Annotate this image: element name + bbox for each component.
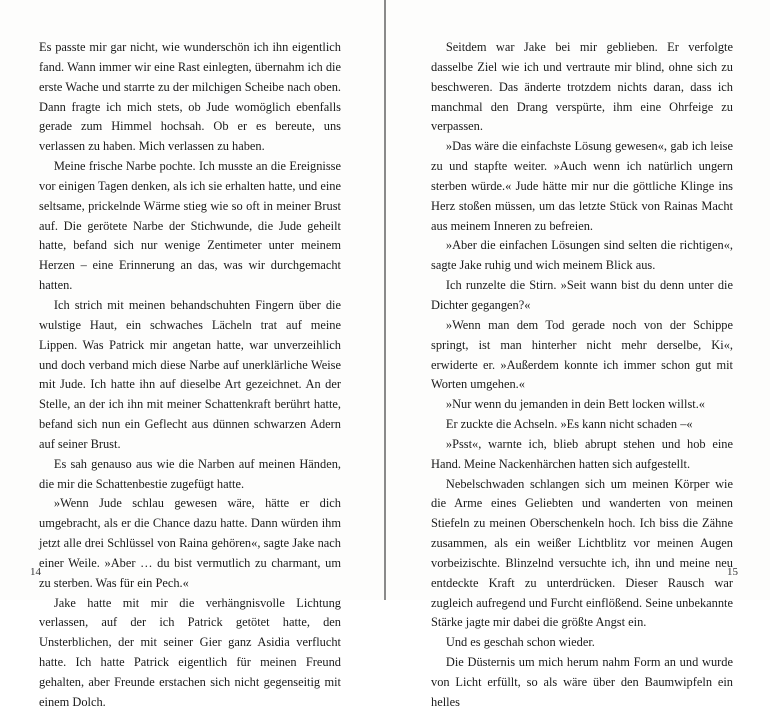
right-page	[386, 0, 770, 709]
paragraph: Jake hatte mit mir die verhängnisvolle Lichtung verlassen, auf der ich Patrick getötet hatte, den Unsterblichen, der mit seiner Gier ganz Asidia verflucht hatte. Ich hatte Patrick eigentlich für meinen Freund gehalten, aber Freunde erstachen sich nicht gegenseitig mit einem Dolch.	[39, 595, 341, 709]
paragraph: »Aber die einfachen Lösungen sind selten die richtigen«, sagte Jake ruhig und wich meinem Blick aus.	[431, 238, 733, 273]
paragraph: »Nur wenn du jemanden in dein Bett locken willst.«	[445, 397, 705, 412]
paragraph: Ich strich mit meinen behandschuhten Fingern über die wulstige Haut, ein schwaches Lächeln trat auf meine Lippen. Was Patrick mir angetan hatte, war unverzeihlich und doch verband mich diese Narbe auf unerklärliche Weise mit Jude. Ich hatte ihn auf dieselbe Art gezeichnet. An der Stelle, an der ich ihn mit meiner Schattenkraft berührt hatte, befand sich nun ein Geflecht aus dünnen schwarzen Adern auf seiner Brust.	[39, 297, 341, 451]
paragraph: Er zuckte die Achseln. »Es kann nicht schaden –«	[445, 417, 693, 432]
right-page-text	[431, 38, 733, 713]
page-number-right: 15	[727, 566, 738, 578]
left-page-text	[39, 38, 341, 713]
paragraph: Es passte mir gar nicht, wie wunderschön ich ihn eigentlich fand. Wann immer wir eine Rast einlegten, übernahm ich die erste Wache und starrte zu der milchigen Scheibe nach oben. Dann fragte ich mich stets, ob Jude womöglich ebenfalls gerade zum Himmel hochsah. Ob er es bereute, uns verlassen zu haben. Mich verlassen zu haben.	[39, 40, 341, 154]
paragraph: Ich runzelte die Stirn. »Seit wann bist du denn unter die Dichter gegangen?«	[431, 278, 733, 312]
page-number-left: 14	[30, 566, 41, 578]
paragraph: Und es geschah schon wieder.	[445, 635, 595, 650]
left-page	[0, 0, 384, 709]
paragraph: »Wenn Jude schlau gewesen wäre, hätte er dich umgebracht, als er die Chance dazu hatte. Dann würden ihm jetzt alle drei Schlüssel von Raina gehören«, sagte Jake nach einer Weile. »Aber … du bist vermutlich zu charmant, um zu sterben. Was für ein Pech.«	[39, 496, 341, 590]
paragraph: Es sah genauso aus wie die Narben auf meinen Händen, die mir die Schattenbestie zugefügt hatte.	[39, 456, 341, 491]
paragraph: Meine frische Narbe pochte. Ich musste an die Ereignisse vor einigen Tagen denken, als ich sie erhalten hatte, und eine seltsame, prickelnde Wärme stieg wie so oft in meiner Brust auf. Die gerötete Narbe der Stichwunde, die Jude geheilt hatte, befand sich nur wenige Zentimeter unter meinem Herzen – eine Erinnerung an das, was wir durchgemacht hatten.	[39, 159, 341, 293]
paragraph: Die Düsternis um mich herum nahm Form an und wurde von Licht erfüllt, so als wäre über den Baumwipfeln ein helles	[431, 655, 733, 709]
paragraph: »Wenn man dem Tod gerade noch von der Schippe springt, ist man hinterher nicht mehr derselbe, Ki«, erwiderte er. »Außerdem konnte ich immer schon gut mit Worten umgehen.«	[431, 317, 733, 392]
paragraph: »Psst«, warnte ich, blieb abrupt stehen und hob eine Hand. Meine Nackenhärchen hatten sich aufgestellt.	[431, 436, 733, 471]
paragraph: »Das wäre die einfachste Lösung gewesen«, gab ich leise zu und stapfte weiter. »Auch wenn ich natürlich ungern sterben würde.« Jude hätte mir nur die göttliche Klinge ins Herz stoßen müssen, um das letzte Stück von Rainas Macht aus meinem Inneren zu befreien.	[431, 139, 733, 233]
paragraph: Nebelschwaden schlangen sich um meinen Körper wie die Arme eines Geliebten und wanderten von meinen Stiefeln zu meinen Oberschenkeln hoch. Ich biss die Zähne zusammen, als ein weißer Lichtblitz vor meinen Augen vorbeizischte. Blinzelnd versuchte ich, ihn und meine neu entdeckte Kraft zu unterdrücken. Dieser Rausch war zugleich aufregend und Furcht einflößend. Seine unbekannte Stärke jagte mir dabei die größte Angst ein.	[431, 476, 733, 630]
paragraph: Seitdem war Jake bei mir geblieben. Er verfolgte dasselbe Ziel wie ich und vertraute mir blind, ohne sich zu beschweren. Das änderte trotzdem nichts daran, dass ich manchmal den Drang verspürte, ihm eine Ohrfeige zu verpassen.	[431, 40, 733, 134]
